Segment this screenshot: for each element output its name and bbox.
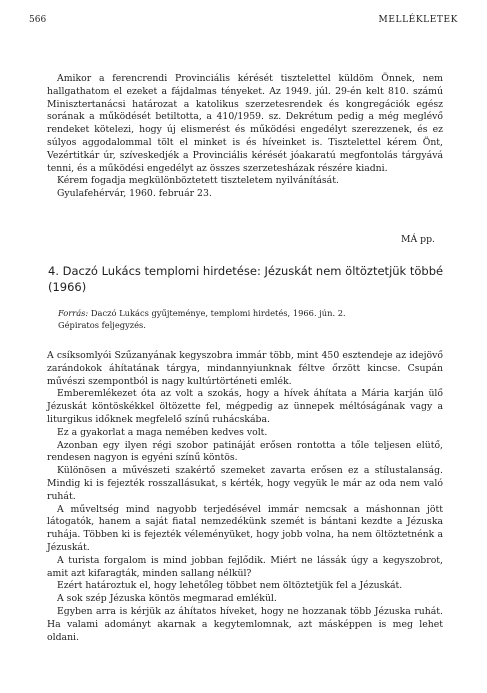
body-paragraph: A sok szép Jézuska köntös megmarad emlékül.	[57, 593, 277, 605]
running-header: MELLÉKLETEK	[378, 15, 458, 25]
body-paragraph: Ezért határoztuk el, hogy lehetőleg többet nem öltöztetjük fel a Jézuskát.	[57, 580, 403, 592]
signature: MÁ pp.	[400, 234, 435, 245]
letter-body	[47, 73, 443, 201]
body-paragraph: Ez a gyakorlat a maga nemében kedves volt.	[57, 426, 268, 438]
source-note	[58, 308, 438, 331]
letter-paragraph: Kérem fogadja megkülönböztetett tiszteletem nyilvánítását.	[57, 175, 339, 187]
body-paragraph: Egyben arra is kérjük az áhítatos híveket, hogy ne hozzanak több Jézuska ruhát. Ha valami adományt akarnak a kegytemlomnak, azt másképpen is meg lehet oldani.	[47, 605, 443, 643]
body-paragraph: Azonban egy ilyen régi szobor patináját erősen rontotta a tőle teljesen elütő, rendesen nagyon is egyéni színű köntös.	[47, 439, 443, 464]
body-paragraph: A turista forgalom is mind jobban fejlődik. Miért ne lássák úgy a kegyszobrot, amit azt kifaragták, minden sallang nélkül?	[47, 554, 443, 579]
body-paragraph: Különösen a művészeti szakértő szemeket zavarta erősen ez a stílustalanság. Mindig ki is fejezték rosszallásukat, s kérték, hogy vegyük le már az oda nem való ruhát.	[47, 465, 443, 502]
body-paragraph: A műveltség mind nagyobb terjedésével immár nemcsak a máshonnan jött látogatók, hanem a saját fiatal nemzedékünk szemét is bántani kezdte a Jézuska ruhája. Többen ki is fejezték véleményüket, hogy jobb volna, ha nem öltöztetnénk a Jézuskát.	[47, 503, 443, 553]
body-paragraph: A csíksomlyói Szűzanyának kegyszobra immár több, mint 450 esztendeje az idejövő zarándokok áhítatának tárgya, mindannyiunknak féltve őrzött kincse. Csupán művészi szempontból is nagy kultúrtörténeti emlék.	[47, 350, 443, 387]
announcement-body	[47, 350, 443, 644]
body-paragraph: Emberemlékezet óta az volt a szokás, hogy a hívek áhítata a Mária karján ülő Jézuskát köntöskékkel öltözette fel, mégpedig az ünnepek méltóságának vagy a liturgikus időknek megfelelő színű ruhácskába.	[47, 388, 443, 425]
source-type: Gépiratos feljegyzés.	[58, 319, 146, 330]
source-line	[58, 308, 438, 320]
page-number: 566	[29, 15, 47, 25]
source-text: Daczó Lukács gyűjteménye, templomi hirdetés, 1966. jún. 2.	[88, 308, 346, 318]
document-title: 4. Daczó Lukács templomi hirdetése: Jézuskát nem öltöztetjük többé (1966)	[48, 264, 444, 294]
letter-paragraph: Amikor a ferencrendi Provinciális kérését tisztelettel küldöm Önnek, nem hallgathatom el ezeket a fájdalmas tényeket. Az 1949. júl. 29-én kelt 810. számú Minisztertanácsi határozat a katolikus szerzetesrendek és kongregációk egész sorának a működését betiltotta, a 410/1959. sz. Dekrétum pedig a még meglévő rendeket kötelezi, hogy új elismerést és működési engedélyt szerezzenek, és ez súlyos aggodalommal tölt el minket is és híveinket is. Tisztelettel kérem Önt, Vezértitkár úr, szíveskedjék a Provinciális kérését jóakaratú megfontolás tárgyává tenni, és a működési engedélyt az összes szerzetesházak részére kiadni.	[47, 73, 443, 174]
source-label: Forrás:	[58, 308, 89, 318]
letter-paragraph: Gyulafehérvár, 1960. február 23.	[57, 188, 212, 200]
